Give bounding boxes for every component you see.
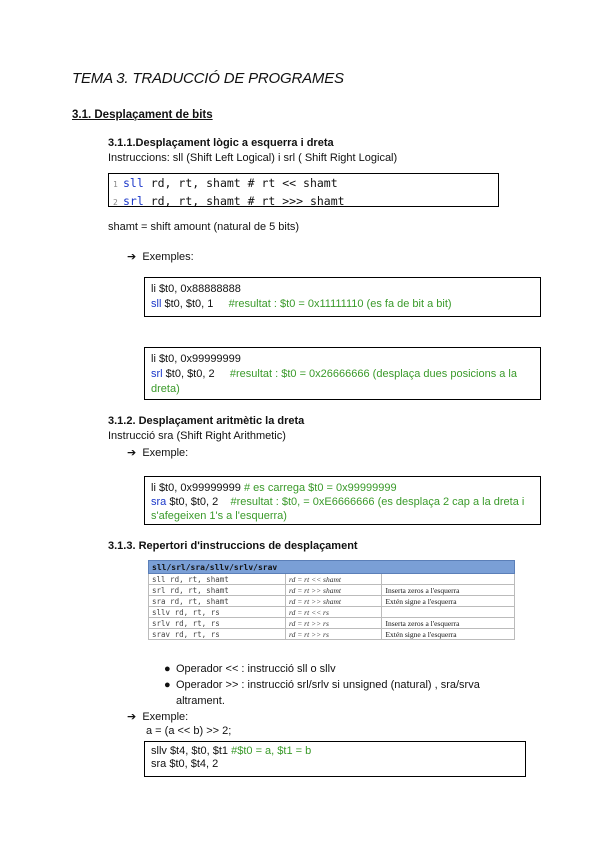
table-header: sll/srl/sra/sllv/srlv/srav (149, 561, 515, 574)
table-row (149, 607, 515, 618)
subsection-intro-312: Instrucció sra (Shift Right Arithmetic) (108, 430, 286, 442)
example-box-sllv (144, 741, 526, 777)
code-opcode: srl (123, 194, 144, 208)
table-cell-note: Inserta zeros a l'esquerra (382, 618, 515, 629)
subsection-heading-312: 3.1.2. Desplaçament aritmètic la dreta (108, 415, 305, 427)
table-row (149, 618, 515, 629)
code-opcode: sll (151, 298, 162, 310)
code-line: li $t0, 0x88888888 (151, 283, 241, 295)
subsection-heading-313: 3.1.3. Repertori d'instruccions de desplaçament (108, 540, 358, 552)
arrow-right-icon: ➔ (127, 447, 137, 459)
code-rest: rd, rt, shamt # rt << shamt (143, 176, 338, 190)
table-cell-semantics: rd = rt << shamt (285, 574, 381, 585)
example-text: Exemple: (142, 447, 189, 459)
code-comment: #resultat : $t0 = 0x26666666 (desplaça dues posicions a la dreta) (151, 368, 517, 395)
subsection-heading-311: 3.1.1.Desplaçament lògic a esquerra i dreta (108, 137, 334, 149)
bullet-icon: ● (164, 679, 171, 691)
code-comment: # es carrega $t0 = 0x99999999 (240, 482, 397, 494)
instruction-repertoire-table (148, 560, 515, 640)
example-label-313 (127, 710, 188, 723)
code-line (151, 367, 534, 397)
code-block-sll-srl (108, 173, 499, 207)
table-cell-instr: sllv rd, rt, rs (149, 607, 286, 618)
list-item (164, 677, 504, 709)
table-row (149, 596, 515, 607)
example-text: Exemple: (142, 711, 189, 723)
code-line (113, 193, 498, 211)
code-args: $t0, $t0, 1 (161, 298, 214, 310)
code-comment: #resultat : $t0 = 0x11111110 (es fa de bit a bit) (228, 298, 452, 310)
code-line: li $t0, 0x99999999 (151, 353, 241, 365)
shamt-note: shamt = shift amount (natural de 5 bits) (108, 221, 300, 233)
table-cell-semantics: rd = rt >> shamt (285, 596, 381, 607)
table-cell-note (382, 574, 515, 585)
line-number: 1 (113, 180, 118, 189)
example-expression: a = (a << b) >> 2; (146, 725, 232, 737)
examples-label (127, 250, 194, 263)
table-cell-note: Extén signe a l'esquerra (382, 596, 515, 607)
code-line (151, 495, 534, 523)
bullet-list (164, 661, 504, 709)
code-args: $t0, $t0, 2 (162, 368, 215, 380)
code-line: sra $t0, $t4, 2 (151, 758, 219, 770)
example-box-srl (144, 347, 541, 400)
code-args: $t0, $t0, 2 (166, 496, 219, 508)
table-cell-note (382, 607, 515, 618)
table-row (149, 629, 515, 640)
bullet-icon: ● (164, 663, 171, 675)
table-cell-instr: sll rd, rt, shamt (149, 574, 286, 585)
subsection-intro-311: Instruccions: sll (Shift Left Logical) i srl ( Shift Right Logical) (108, 152, 398, 164)
section-heading: 3.1. Desplaçament de bits (72, 109, 213, 121)
examples-text: Exemples: (142, 251, 194, 263)
example-box-sll (144, 277, 541, 317)
example-label-312 (127, 446, 188, 459)
code-line (151, 481, 534, 495)
bullet-text: Operador >> : instrucció srl/srlv si unsigned (natural) , sra/srva altrament. (176, 679, 480, 707)
arrow-right-icon: ➔ (127, 711, 137, 723)
table-cell-instr: sra rd, rt, shamt (149, 596, 286, 607)
line-number: 2 (113, 198, 118, 207)
table-cell-semantics: rd = rt << rs (285, 607, 381, 618)
code-text: li $t0, 0x99999999 (151, 482, 241, 494)
document-title: TEMA 3. TRADUCCIÓ DE PROGRAMES (72, 70, 344, 87)
code-line (151, 297, 534, 312)
table-row (149, 585, 515, 596)
list-item (164, 661, 504, 677)
table-cell-instr: srlv rd, rt, rs (149, 618, 286, 629)
table-cell-instr: srl rd, rt, shamt (149, 585, 286, 596)
table-cell-semantics: rd = rt >> rs (285, 629, 381, 640)
code-rest: rd, rt, shamt # rt >>> shamt (143, 194, 345, 208)
table-cell-semantics: rd = rt >> shamt (285, 585, 381, 596)
table-cell-note: Inserta zeros a l'esquerra (382, 585, 515, 596)
code-line (113, 175, 498, 193)
table-cell-instr: srav rd, rt, rs (149, 629, 286, 640)
table-cell-semantics: rd = rt >> rs (285, 618, 381, 629)
bullet-text: Operador << : instrucció sll o sllv (176, 663, 336, 675)
example-box-sra (144, 476, 541, 525)
code-opcode: sra (151, 496, 167, 508)
code-comment: #resultat : $t0, = 0xE6666666 (es desplaça 2 cap a la dreta i s'afegeixen 1's a l'esquerra) (151, 496, 525, 522)
arrow-right-icon: ➔ (127, 251, 137, 263)
code-opcode: sll (123, 176, 144, 190)
code-opcode: srl (151, 368, 163, 380)
code-text: sllv $t4, $t0, $t1 (151, 745, 229, 757)
table-row (149, 574, 515, 585)
code-line (151, 745, 519, 758)
table-cell-note: Extén signe a l'esquerra (382, 629, 515, 640)
code-comment: #$t0 = a, $t1 = b (228, 745, 312, 757)
